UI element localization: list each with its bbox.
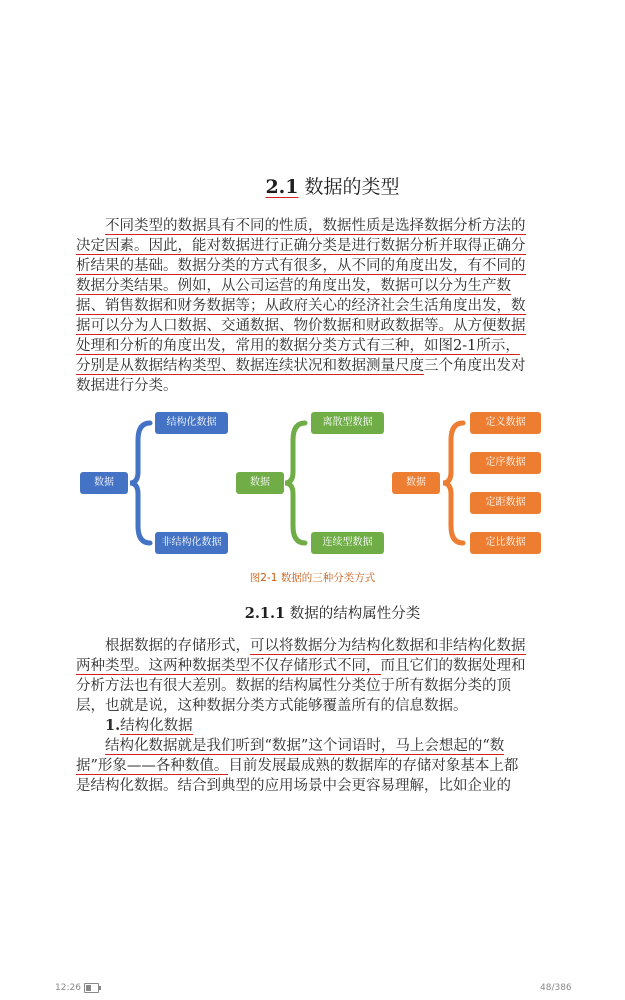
text-line: 结构化数据就是我们听到“数据”这个词语时，马上会想起的“数 [105, 738, 505, 754]
text-line: 层，也就是说，这种数据分类方式能够覆盖所有的信息数据。 [76, 698, 468, 714]
text-line: 据、销售数据和财务数据等；从政府关心的经济社会生活角度出发，数 [76, 298, 526, 314]
section-title [0, 172, 625, 199]
item-title: 结构化数据 [120, 718, 193, 734]
page-indicator: 48/386 [540, 983, 572, 993]
green-root-box: 数据 [236, 472, 284, 494]
text-line: 据”形象——各种数值。 [76, 758, 229, 774]
orange-root-box: 数据 [392, 472, 440, 494]
text-line: 处理和分析的角度出发，常用的数据分类方式有三种，如图2-1所示， [76, 338, 520, 354]
subsection-title-text: 数据的结构属性分类 [289, 606, 421, 622]
text-line: 数据分类结果。例如，从公司运营的角度出发，数据可以分为生产数 [76, 278, 511, 294]
orange-child-box: 定义数据 [470, 412, 541, 434]
green-child-box: 离散型数据 [311, 412, 384, 434]
subsection-title [0, 602, 625, 623]
paragraph-structure [76, 636, 551, 796]
blue-root-box: 数据 [80, 472, 128, 494]
text-line: 目前发展最成熟的数据库的存储对象基本上都 [228, 758, 519, 774]
text-line: 分析方法也有很大差别。数据的结构属性分类位于所有数据分类的顶 [76, 678, 511, 694]
status-time: 12:26 [55, 983, 81, 993]
figure-caption: 图2-1 数据的三种分类方式 [249, 572, 376, 584]
text-line: 数据进行分类。 [76, 378, 178, 394]
orange-child-box: 定距数据 [470, 492, 541, 514]
text-line: 析结果的基础。数据分类的方式有很多，从不同的角度出发，有不同的 [76, 258, 526, 274]
text-line: 可以将数据分为结构化数据和非结构化数据 [250, 638, 526, 654]
orange-child-box: 定比数据 [470, 532, 541, 554]
text-line: 是结构化数据。结合到典型的应用场景中会更容易理解，比如企业的 [76, 778, 511, 794]
green-brace [285, 423, 305, 543]
paragraph-intro [76, 216, 551, 396]
blue-child-box: 结构化数据 [155, 412, 228, 434]
text-line: 而且它们的数据处理和 [380, 658, 526, 674]
text-line: 不同类型的数据具有不同的性质，数据性质是选择数据分析方法的 [105, 218, 526, 234]
text-line: 两种类型。这两种数据类型不仅存储形式不同， [76, 658, 381, 674]
item-number: 1. [105, 717, 121, 734]
text-line: 决定因素。因此，能对数据进行正确分类是进行数据分析并取得正确分 [76, 238, 526, 254]
orange-brace [443, 423, 463, 543]
text-line: 根据数据的存储形式， [105, 638, 250, 654]
section-number: 2.1 [265, 176, 299, 198]
subsection-number: 2.1.1 [244, 605, 286, 622]
battery-icon [84, 983, 99, 993]
orange-child-box: 定序数据 [470, 452, 541, 474]
item-heading [76, 716, 551, 736]
green-child-box: 连续型数据 [311, 532, 384, 554]
blue-brace [130, 423, 150, 543]
text-line: 据可以分为人口数据、交通数据、物价数据和财政数据等。从方便数据 [76, 318, 526, 334]
text-line: 三个角度出发对 [424, 358, 526, 374]
section-title-text: 数据的类型 [304, 176, 400, 198]
text-line: 分别是从数据结构类型、数据连续状况和数据测量尺度 [76, 358, 424, 374]
blue-child-box: 非结构化数据 [155, 532, 228, 554]
